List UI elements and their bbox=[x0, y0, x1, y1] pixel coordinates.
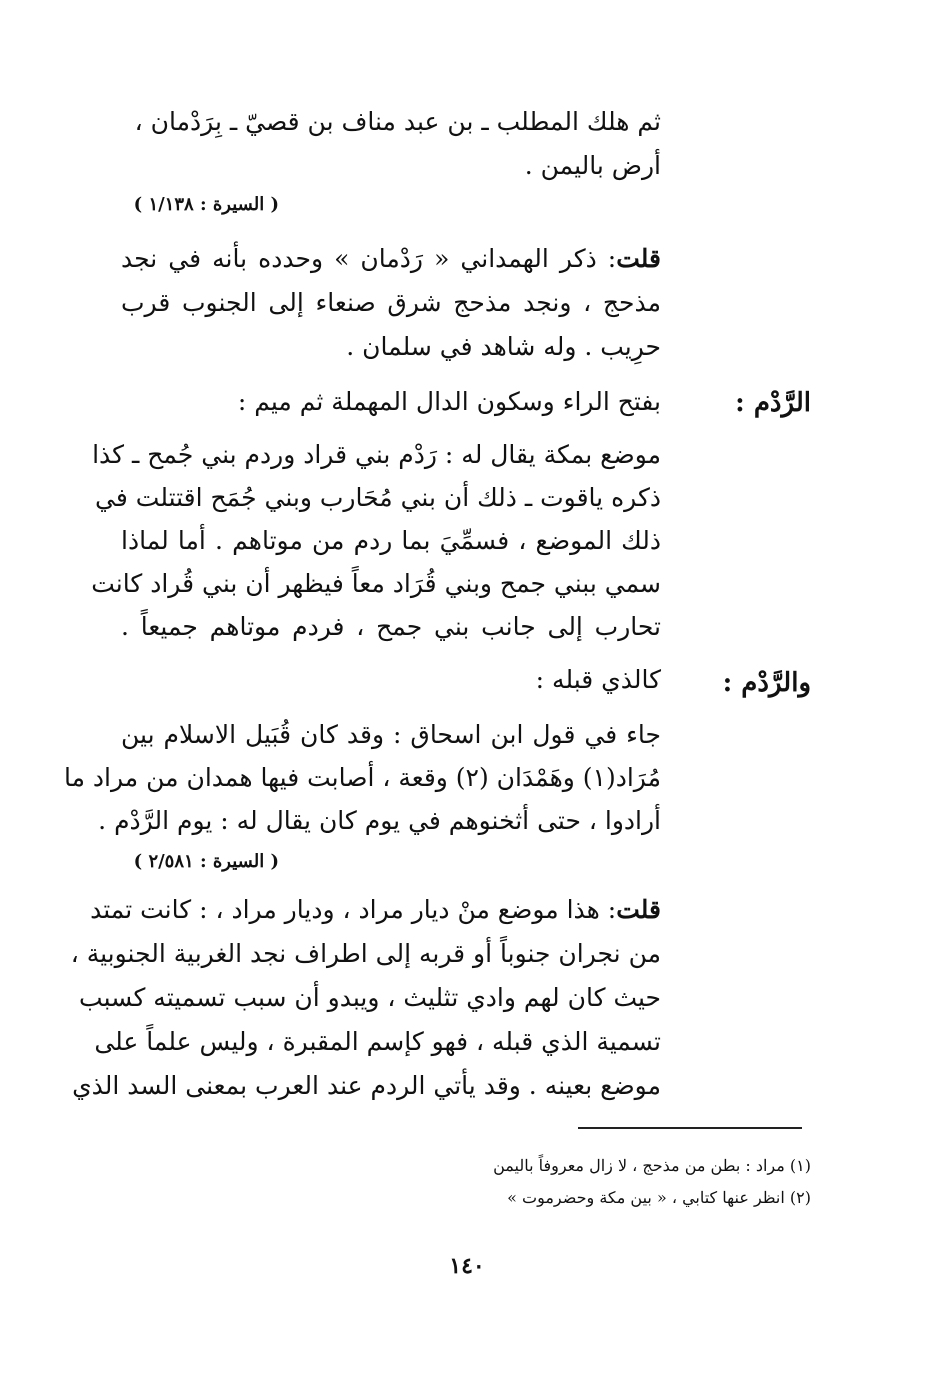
entry-definition bbox=[121, 386, 661, 426]
text-line: ثم هلك المطلب ـ بن عبد مناف بن قصيّ ـ بِرَدْمان ، bbox=[134, 107, 661, 136]
note-text: : ذكر الهمداني « رَدْمان » وحدده بأنه في نجد bbox=[121, 244, 617, 273]
text-line: سمي ببني جمح وبني قُرَاد معاً فيظهر أن بني قُراد كانت bbox=[91, 569, 661, 598]
citation: ( السيرة : ١/١٣٨ ) bbox=[133, 194, 279, 215]
text-line: جاء في قول ابن اسحاق : وقد كان قُبَيل الاسلام بين bbox=[121, 720, 661, 749]
text-line bbox=[90, 894, 661, 926]
text-line: مذحج ، ونجد مذحج شرق صنعاء إلى الجنوب قرب bbox=[121, 288, 661, 317]
text-line: موضع بعينه . وقد يأتي الردم عند العرب بمعنى السد الذي bbox=[72, 1071, 661, 1100]
entry-term: والرَّدْم : bbox=[722, 668, 811, 698]
text-line: موضع بمكة يقال له : رَدْم بني قراد وردم بني جُمح ـ كذا bbox=[92, 440, 661, 469]
text-line: أرادوا ، حتى أثخنوهم في يوم كان يقال له : يوم الرَّدْم . bbox=[98, 806, 661, 835]
citation: ( السيرة : ٢/٥٨١ ) bbox=[133, 851, 279, 872]
note-label: قلت bbox=[616, 895, 661, 924]
paragraph-intro bbox=[121, 106, 661, 186]
note-label: قلت bbox=[616, 244, 661, 273]
text-line: ذلك الموضع ، فسمِّيَ بما ردم من موتاهم . أما لماذا bbox=[121, 526, 661, 555]
paragraph-note-1 bbox=[121, 243, 661, 373]
text-line bbox=[121, 243, 661, 275]
text-line: مُرَاد(١) وهَمْدَان (٢) وقعة ، أصابت فيها همدان من مراد ما bbox=[63, 763, 661, 792]
text-line: من نجران جنوباً أو قربه إلى اطراف نجد الغربية الجنوبية ، bbox=[70, 939, 661, 968]
text-line: كالذي قبله : bbox=[535, 665, 661, 694]
footnote-divider bbox=[578, 1127, 802, 1129]
text-line: ذكره ياقوت ـ ذلك أن بني مُحَارب وبني جُمَح اقتتلت في bbox=[95, 483, 661, 512]
page-number: ١٤٠ bbox=[449, 1253, 485, 1279]
paragraph-note-2 bbox=[70, 894, 661, 1124]
text-line: تسمية الذي قبله ، فهو كإسم المقبرة ، وليس علماً على bbox=[94, 1027, 661, 1056]
entry-definition bbox=[121, 664, 661, 704]
footnote: (١) مراد : بطن من مذحج ، لا زال معروفاً باليمن bbox=[493, 1156, 811, 1175]
entry-body bbox=[91, 439, 661, 659]
text-line: تحارب إلى جانب بني جمح ، فردم موتاهم جميعاً . bbox=[121, 612, 661, 641]
note-text: : هذا موضع منْ ديار مراد ، وديار مراد ، : كانت تمتد bbox=[90, 895, 617, 924]
text-line: حيث كان لهم وادي تثليث ، ويبدو أن سبب تسميته كسبب bbox=[79, 983, 661, 1012]
entry-body bbox=[63, 719, 661, 849]
text-line: بفتح الراء وسكون الدال المهملة ثم ميم : bbox=[237, 387, 661, 416]
text-line: أرض باليمن . bbox=[524, 151, 661, 180]
text-line: حرِيب . وله شاهد في سلمان . bbox=[346, 332, 661, 361]
footnote: (٢) انظر عنها كتابي ، « بين مكة وحضرموت » bbox=[507, 1188, 811, 1207]
entry-term: الرَّدْم : bbox=[735, 388, 811, 418]
